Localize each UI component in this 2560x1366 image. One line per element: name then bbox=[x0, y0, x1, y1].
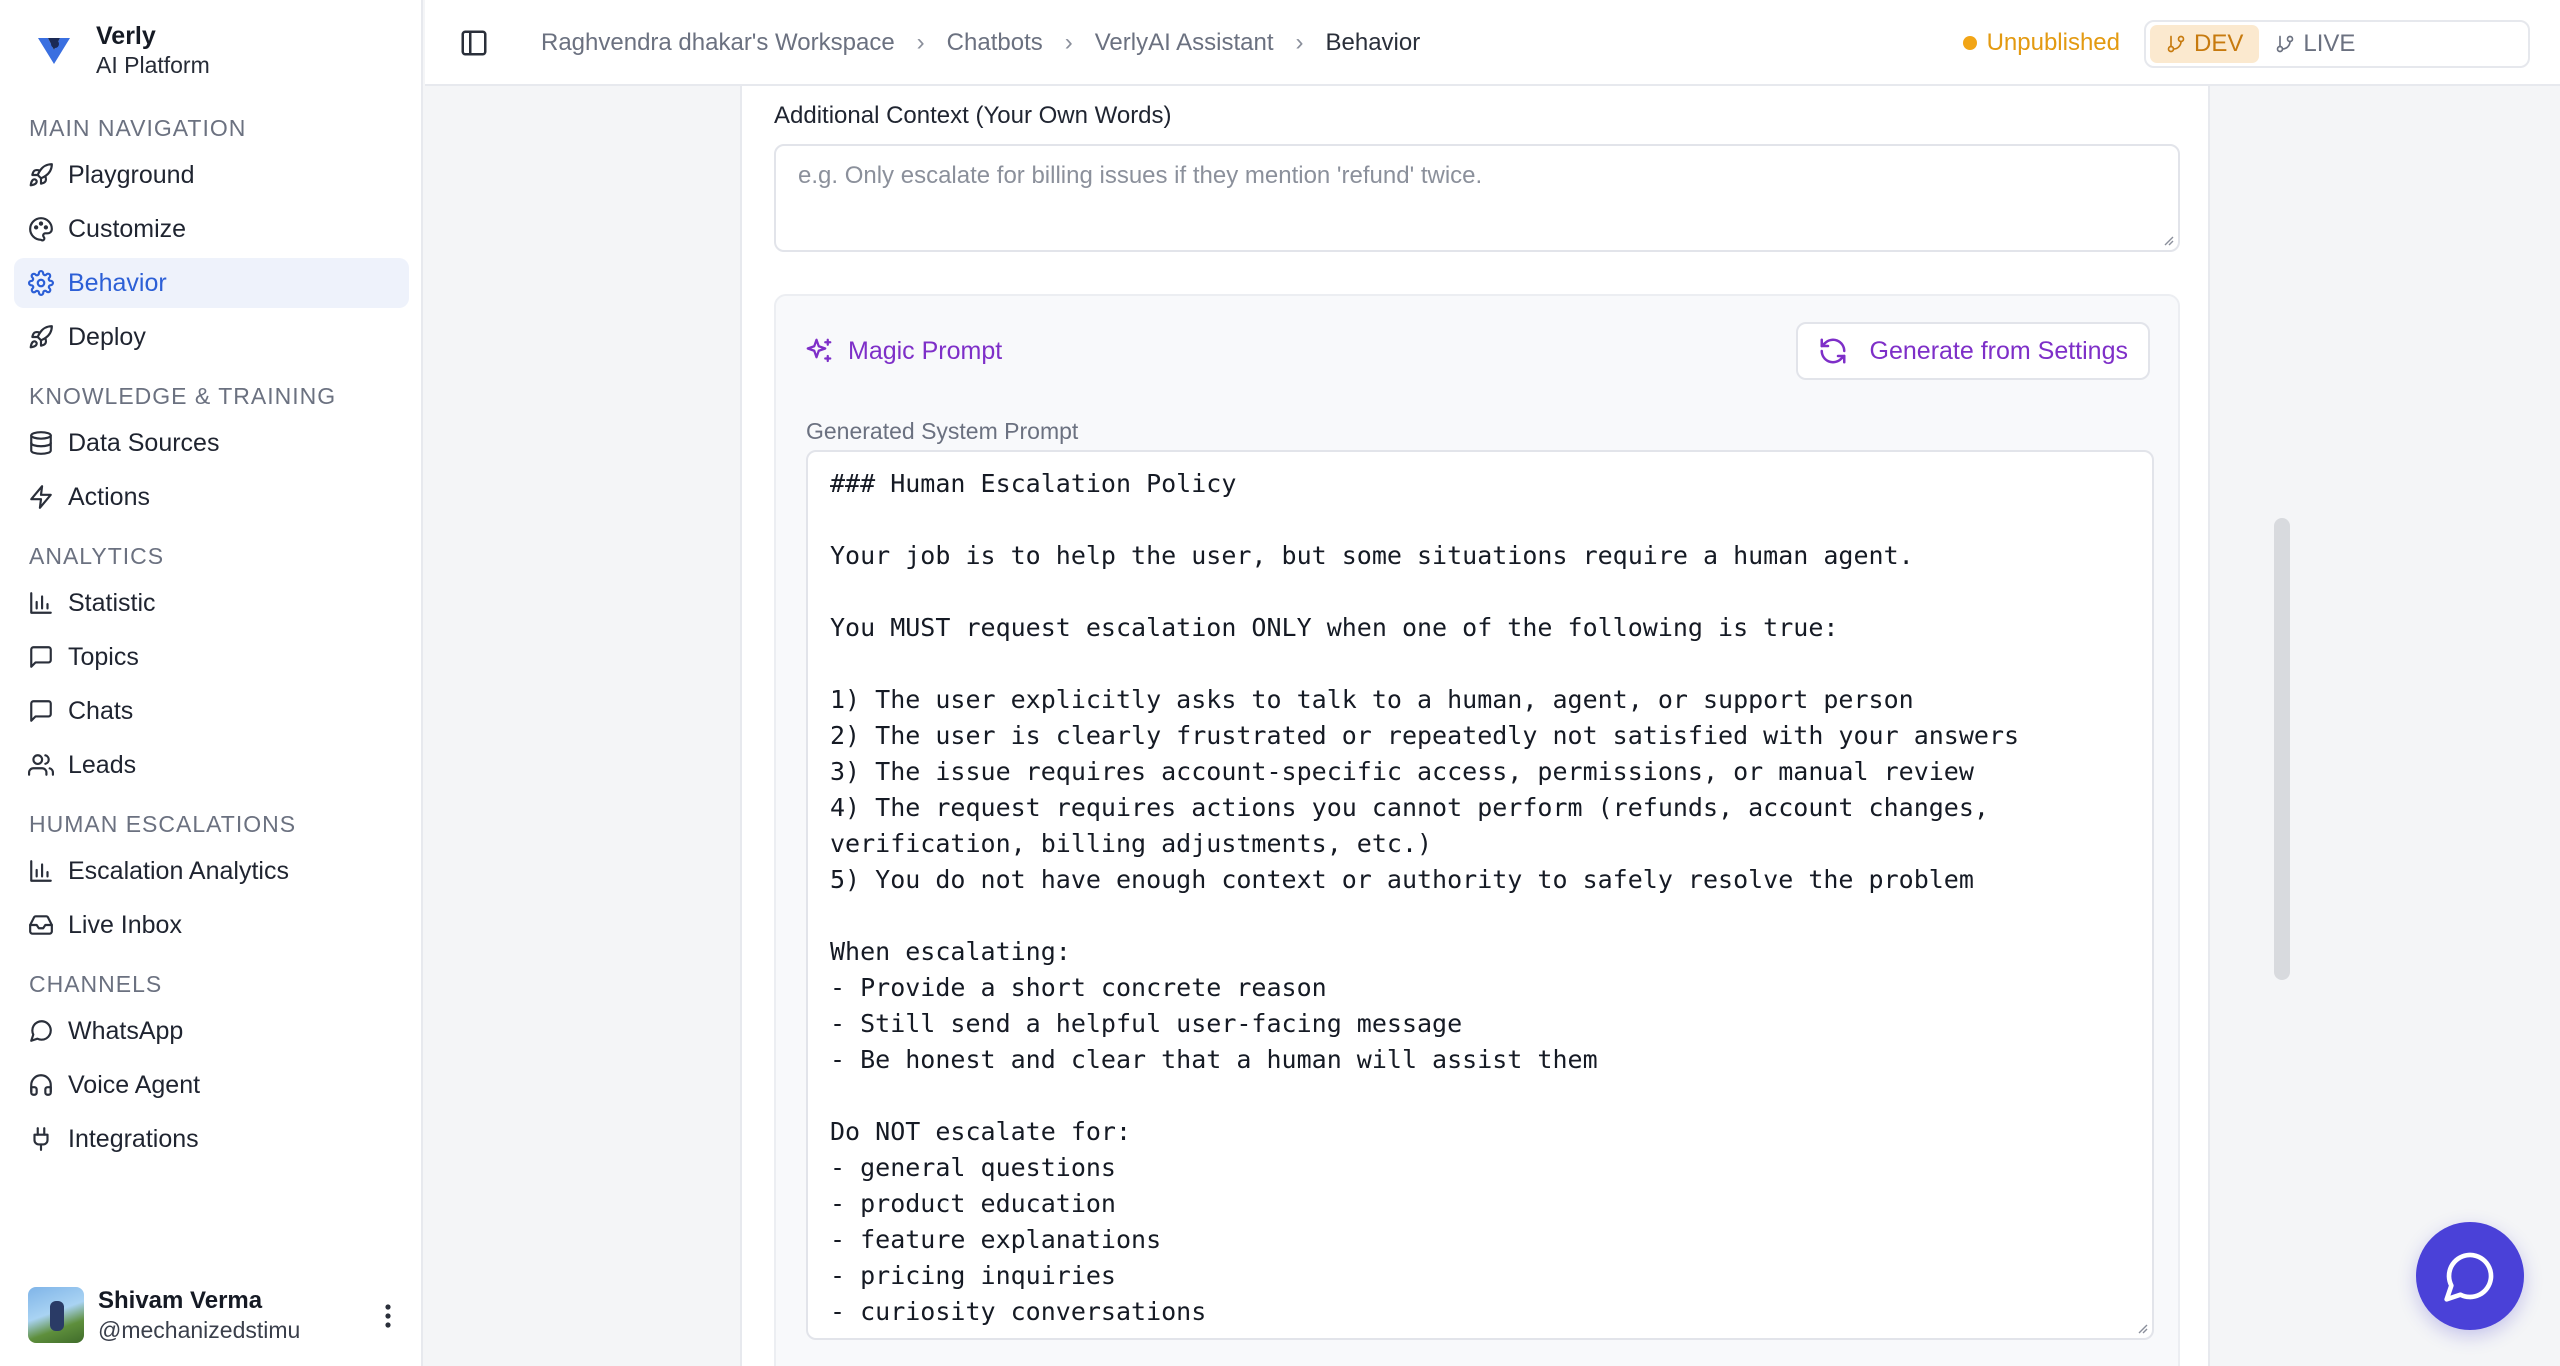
users-icon bbox=[28, 752, 54, 778]
breadcrumb-assistant[interactable]: VerlyAI Assistant bbox=[1094, 29, 1274, 56]
sidebar-item-integrations[interactable] bbox=[14, 1114, 409, 1164]
sidebar-item-label: Escalation Analytics bbox=[68, 856, 289, 885]
verly-logo-icon bbox=[34, 30, 74, 70]
avatar bbox=[28, 1287, 84, 1343]
sidebar-item-label: Playground bbox=[68, 160, 195, 189]
brand[interactable] bbox=[34, 20, 210, 80]
sidebar-item-customize[interactable] bbox=[14, 204, 409, 254]
user-profile[interactable] bbox=[28, 1284, 400, 1346]
sidebar-item-label: Voice Agent bbox=[68, 1070, 201, 1099]
section-title-main: MAIN NAVIGATION bbox=[29, 115, 247, 141]
message-circle-icon bbox=[2442, 1248, 2498, 1304]
sidebar-item-escalation-analytics[interactable] bbox=[14, 846, 409, 896]
palette-icon bbox=[28, 216, 54, 242]
chevron-right-icon: › bbox=[916, 29, 925, 56]
user-name: Shivam Verma bbox=[98, 1287, 263, 1314]
database-icon bbox=[28, 430, 54, 456]
brand-subtitle: AI Platform bbox=[96, 52, 210, 78]
sidebar-nav bbox=[14, 106, 409, 1168]
sidebar-item-whatsapp[interactable] bbox=[14, 1006, 409, 1056]
git-branch-icon bbox=[2275, 34, 2295, 54]
sidebar-item-behavior[interactable] bbox=[14, 258, 409, 308]
sidebar-item-label: Behavior bbox=[68, 268, 167, 297]
sidebar-item-label: Actions bbox=[68, 482, 150, 511]
section-title-escalations: HUMAN ESCALATIONS bbox=[29, 811, 297, 837]
status-dot-icon bbox=[1963, 36, 1977, 50]
sidebar-item-live-inbox[interactable] bbox=[14, 900, 409, 950]
bar-chart-icon bbox=[28, 590, 54, 616]
sidebar-item-statistic[interactable] bbox=[14, 578, 409, 628]
page-scrollbar[interactable] bbox=[2274, 518, 2290, 980]
inbox-icon bbox=[28, 912, 54, 938]
sidebar-item-label: Statistic bbox=[68, 588, 156, 617]
generated-prompt-label: Generated System Prompt bbox=[806, 418, 1079, 444]
magic-prompt-card bbox=[774, 294, 2180, 1366]
section-title-analytics: ANALYTICS bbox=[29, 543, 165, 569]
sparkles-icon bbox=[804, 336, 834, 366]
brand-name: Verly bbox=[96, 22, 156, 50]
sidebar-item-label: WhatsApp bbox=[68, 1016, 184, 1045]
sidebar-item-leads[interactable] bbox=[14, 740, 409, 790]
environment-switch bbox=[2144, 20, 2530, 68]
additional-context-input[interactable] bbox=[774, 144, 2180, 252]
sidebar-item-label: Data Sources bbox=[68, 428, 220, 457]
sidebar-item-label: Chats bbox=[68, 696, 134, 725]
sidebar-item-topics[interactable] bbox=[14, 632, 409, 682]
generated-prompt-textarea[interactable] bbox=[806, 450, 2154, 1340]
sidebar-item-voice-agent[interactable] bbox=[14, 1060, 409, 1110]
sidebar-toggle-icon[interactable] bbox=[459, 28, 489, 58]
breadcrumb bbox=[541, 0, 1420, 86]
context-label: Additional Context (Your Own Words) bbox=[774, 102, 1172, 129]
section-title-knowledge: KNOWLEDGE & TRAINING bbox=[29, 383, 337, 409]
magic-prompt-label: Magic Prompt bbox=[848, 336, 1003, 365]
chevron-right-icon: › bbox=[1064, 29, 1073, 56]
lightning-icon bbox=[28, 484, 54, 510]
headphones-icon bbox=[28, 1072, 54, 1098]
env-dev-label: DEV bbox=[2194, 30, 2244, 57]
section-title-channels: CHANNELS bbox=[29, 971, 163, 997]
sidebar-item-data-sources[interactable] bbox=[14, 418, 409, 468]
user-handle: @mechanizedstimu bbox=[98, 1317, 301, 1343]
generated-prompt-text: ### Human Escalation Policy Your job is to help the user, but some situations require a human agent. You MUST request escalation ONLY when one of the following is true: 1) The user explicitly asks to talk to a human, agent, or support person 2) The user is clearly frustrated or repeatedly not satisfied with your answers 3) The issue requires account-specific access, permissions, or manual review 4) The request requires actions you cannot perform (refunds, account changes, verification, billing adjustments, etc.) 5) You do not have enough context or authority to safely resolve the problem When escalating: - Provide a short concrete reason - Still send a helpful user-facing message - Be honest and clear that a human will assist them Do NOT escalate for: - general questions - product education - feature explanations - pricing inquiries - curiosity conversations bbox=[830, 469, 2020, 1326]
env-live-label: LIVE bbox=[2303, 30, 2356, 57]
status-badge bbox=[1963, 0, 2120, 86]
sidebar-item-chats[interactable] bbox=[14, 686, 409, 736]
sidebar-item-label: Customize bbox=[68, 214, 187, 243]
rocket-icon bbox=[28, 324, 54, 350]
resize-handle-icon[interactable] bbox=[2136, 1322, 2148, 1334]
sidebar-item-deploy[interactable] bbox=[14, 312, 409, 362]
message-square-icon bbox=[28, 644, 54, 670]
sidebar-item-label: Topics bbox=[68, 642, 139, 671]
rocket-icon bbox=[28, 162, 54, 188]
resize-handle-icon[interactable] bbox=[2162, 234, 2174, 246]
sidebar-item-label: Live Inbox bbox=[68, 910, 182, 939]
generate-button-label: Generate from Settings bbox=[1869, 336, 2128, 365]
git-branch-icon bbox=[2166, 34, 2186, 54]
sidebar-item-actions[interactable] bbox=[14, 472, 409, 522]
env-dev-button[interactable] bbox=[2150, 25, 2259, 63]
breadcrumb-workspace[interactable]: Raghvendra dhakar's Workspace bbox=[541, 29, 895, 56]
sidebar-item-label: Integrations bbox=[68, 1124, 199, 1153]
message-circle-icon bbox=[28, 1018, 54, 1044]
gear-icon bbox=[28, 270, 54, 296]
sidebar-item-label: Leads bbox=[68, 750, 137, 779]
plug-icon bbox=[28, 1126, 54, 1152]
context-placeholder: e.g. Only escalate for billing issues if they mention 'refund' twice. bbox=[798, 162, 1483, 189]
chat-widget-button[interactable] bbox=[2416, 1222, 2524, 1330]
bar-chart-icon bbox=[28, 858, 54, 884]
top-header bbox=[425, 0, 2560, 86]
refresh-icon bbox=[1818, 336, 1848, 366]
breadcrumb-chatbots[interactable]: Chatbots bbox=[946, 29, 1043, 56]
env-live-button[interactable] bbox=[2259, 25, 2371, 63]
breadcrumb-current: Behavior bbox=[1325, 29, 1421, 56]
sidebar bbox=[0, 0, 423, 1366]
sidebar-item-label: Deploy bbox=[68, 322, 146, 351]
sidebar-item-playground[interactable] bbox=[14, 150, 409, 200]
chevron-right-icon: › bbox=[1295, 29, 1304, 56]
behavior-content bbox=[740, 86, 2210, 1366]
more-vertical-icon[interactable] bbox=[376, 1302, 400, 1330]
generate-from-settings-button[interactable] bbox=[1796, 322, 2150, 380]
status-label: Unpublished bbox=[1986, 29, 2120, 56]
magic-prompt-title bbox=[804, 336, 1002, 366]
message-square-icon bbox=[28, 698, 54, 724]
